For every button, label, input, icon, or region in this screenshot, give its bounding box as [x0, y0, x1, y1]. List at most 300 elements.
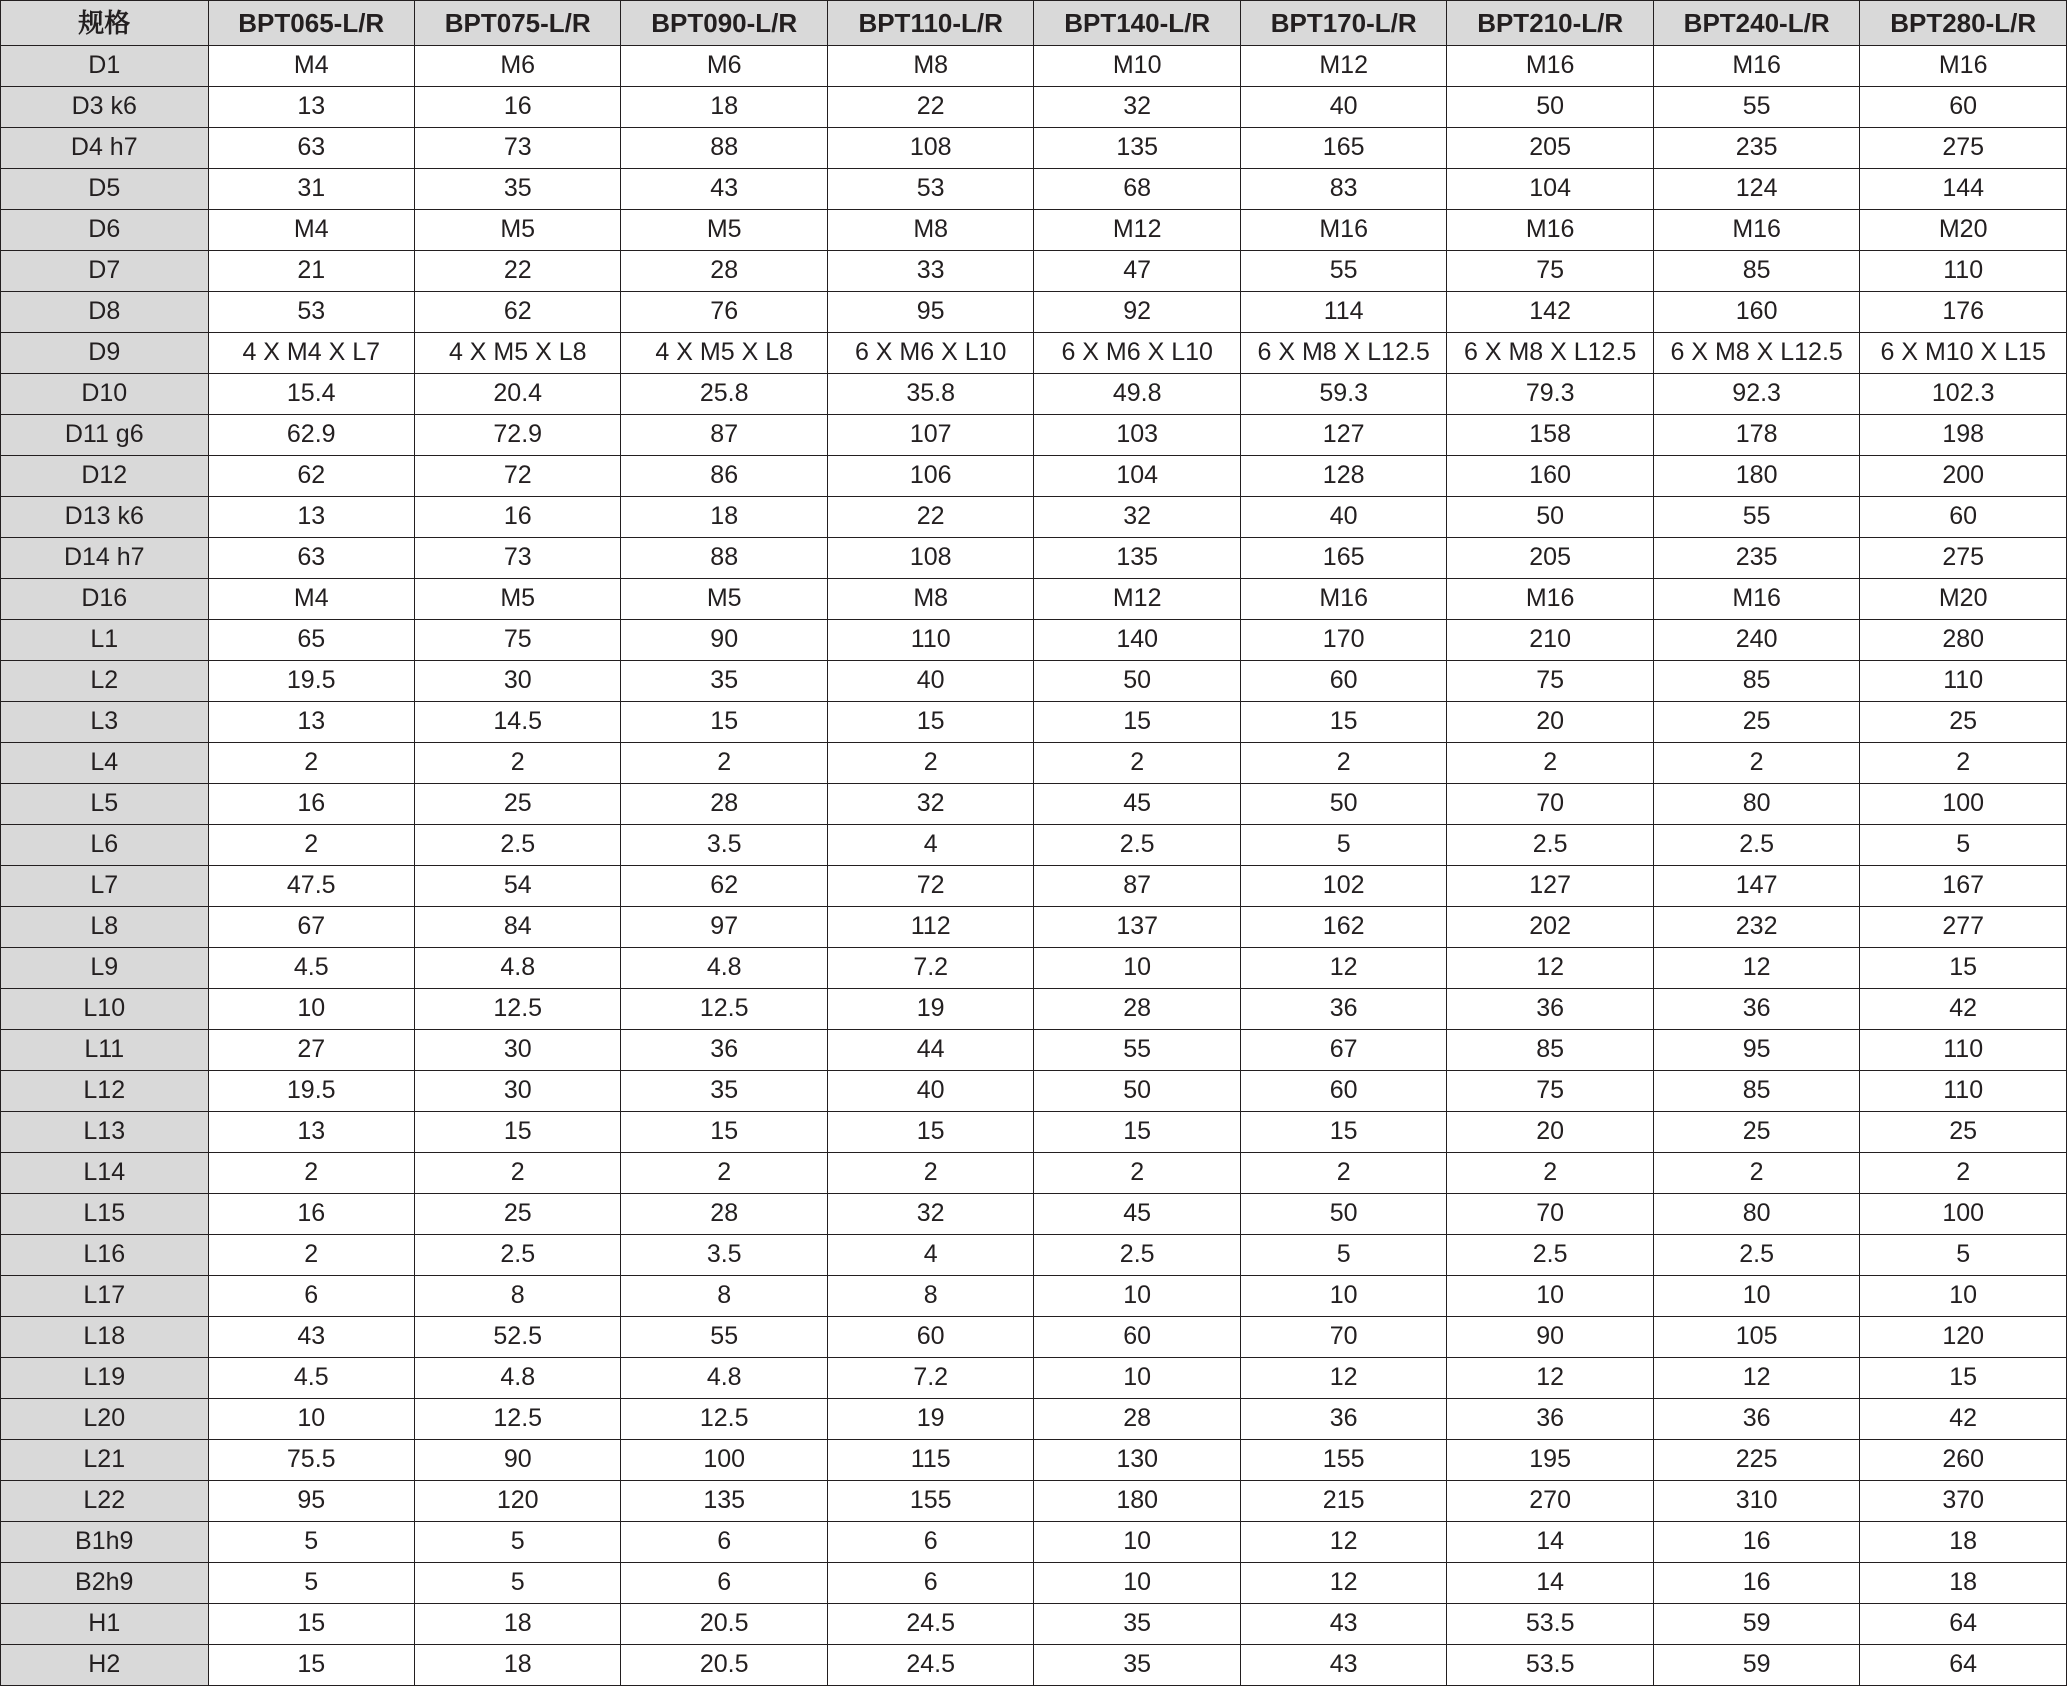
table-cell: 15 [621, 702, 827, 743]
table-cell: 158 [1447, 415, 1653, 456]
row-label: L13 [1, 1112, 209, 1153]
table-cell: 35 [621, 661, 827, 702]
table-cell: 102 [1240, 866, 1446, 907]
table-cell: 25 [414, 1194, 620, 1235]
table-cell: 12 [1240, 1522, 1446, 1563]
table-cell: 144 [1860, 169, 2067, 210]
table-cell: 75 [1447, 661, 1653, 702]
table-cell: 15.4 [208, 374, 414, 415]
table-row [1, 948, 2067, 989]
row-label: D13 k6 [1, 497, 209, 538]
table-cell: 35 [621, 1071, 827, 1112]
table-cell: 102.3 [1860, 374, 2067, 415]
table-cell: 72 [827, 866, 1033, 907]
table-cell: 28 [621, 251, 827, 292]
table-cell: 4.8 [621, 948, 827, 989]
table-cell: 2.5 [414, 1235, 620, 1276]
table-cell: 15 [1240, 702, 1446, 743]
row-label: L22 [1, 1481, 209, 1522]
table-cell: 59 [1653, 1645, 1859, 1686]
table-cell: 28 [621, 1194, 827, 1235]
table-cell: M5 [621, 210, 827, 251]
table-cell: 97 [621, 907, 827, 948]
table-row [1, 497, 2067, 538]
column-header-model: BPT210-L/R [1447, 1, 1653, 46]
table-cell: 19.5 [208, 1071, 414, 1112]
table-cell: 107 [827, 415, 1033, 456]
table-cell: 310 [1653, 1481, 1859, 1522]
table-cell: M8 [827, 579, 1033, 620]
table-cell: 55 [1653, 497, 1859, 538]
table-cell: 15 [208, 1604, 414, 1645]
table-cell: 12 [1240, 1358, 1446, 1399]
table-cell: 55 [1034, 1030, 1240, 1071]
table-cell: 60 [827, 1317, 1033, 1358]
table-cell: 90 [621, 620, 827, 661]
table-cell: 30 [414, 661, 620, 702]
table-cell: 2.5 [1034, 825, 1240, 866]
table-cell: 25 [1653, 702, 1859, 743]
table-cell: 5 [1860, 1235, 2067, 1276]
table-cell: 16 [208, 784, 414, 825]
row-label: L18 [1, 1317, 209, 1358]
table-cell: 7.2 [827, 1358, 1033, 1399]
table-cell: M5 [621, 579, 827, 620]
table-cell: 50 [1240, 1194, 1446, 1235]
row-label: L12 [1, 1071, 209, 1112]
table-row [1, 702, 2067, 743]
table-cell: 5 [414, 1522, 620, 1563]
table-cell: 87 [1034, 866, 1240, 907]
table-cell: 124 [1653, 169, 1859, 210]
table-cell: 68 [1034, 169, 1240, 210]
table-cell: 12 [1653, 1358, 1859, 1399]
table-cell: 120 [414, 1481, 620, 1522]
table-cell: 2 [414, 743, 620, 784]
table-cell: 60 [1240, 1071, 1446, 1112]
table-cell: M12 [1240, 46, 1446, 87]
table-cell: 13 [208, 87, 414, 128]
table-cell: 6 X M8 X L12.5 [1653, 333, 1859, 374]
table-cell: 10 [1653, 1276, 1859, 1317]
table-cell: 7.2 [827, 948, 1033, 989]
table-cell: 25.8 [621, 374, 827, 415]
table-row [1, 1235, 2067, 1276]
table-cell: 50 [1034, 1071, 1240, 1112]
table-cell: 53 [827, 169, 1033, 210]
row-label: D16 [1, 579, 209, 620]
table-cell: 155 [827, 1481, 1033, 1522]
table-row [1, 661, 2067, 702]
table-cell: 110 [1860, 251, 2067, 292]
table-cell: 2 [827, 743, 1033, 784]
table-cell: 75 [1447, 251, 1653, 292]
table-cell: 76 [621, 292, 827, 333]
table-cell: 12.5 [621, 1399, 827, 1440]
table-cell: 10 [208, 1399, 414, 1440]
table-cell: 95 [827, 292, 1033, 333]
table-cell: 15 [1240, 1112, 1446, 1153]
table-cell: 36 [1653, 989, 1859, 1030]
table-cell: 5 [1240, 1235, 1446, 1276]
table-cell: 85 [1653, 251, 1859, 292]
row-label: L6 [1, 825, 209, 866]
table-row [1, 743, 2067, 784]
table-cell: 18 [414, 1604, 620, 1645]
table-header-row [1, 1, 2067, 46]
table-cell: 260 [1860, 1440, 2067, 1481]
table-cell: 12 [1447, 948, 1653, 989]
table-cell: M16 [1447, 46, 1653, 87]
table-header [1, 1, 2067, 46]
table-cell: 2 [1034, 1153, 1240, 1194]
table-cell: 2 [1240, 1153, 1446, 1194]
table-cell: 62 [208, 456, 414, 497]
table-cell: 43 [208, 1317, 414, 1358]
table-cell: 75.5 [208, 1440, 414, 1481]
table-cell: 32 [827, 784, 1033, 825]
table-cell: 128 [1240, 456, 1446, 497]
table-cell: 18 [414, 1645, 620, 1686]
table-row [1, 87, 2067, 128]
table-cell: 2.5 [1447, 1235, 1653, 1276]
table-cell: 62 [621, 866, 827, 907]
row-label: D12 [1, 456, 209, 497]
table-cell: M6 [621, 46, 827, 87]
table-cell: 3.5 [621, 825, 827, 866]
table-row [1, 1563, 2067, 1604]
table-cell: 2.5 [1034, 1235, 1240, 1276]
table-row [1, 46, 2067, 87]
table-cell: 70 [1447, 1194, 1653, 1235]
table-cell: 10 [1447, 1276, 1653, 1317]
table-cell: 6 X M8 X L12.5 [1240, 333, 1446, 374]
table-cell: 33 [827, 251, 1033, 292]
table-cell: M16 [1240, 210, 1446, 251]
table-row [1, 1440, 2067, 1481]
table-cell: 32 [1034, 87, 1240, 128]
table-cell: 2 [1034, 743, 1240, 784]
table-cell: M16 [1653, 579, 1859, 620]
table-cell: 18 [621, 497, 827, 538]
table-cell: 2 [621, 743, 827, 784]
table-cell: 137 [1034, 907, 1240, 948]
table-cell: 53.5 [1447, 1604, 1653, 1645]
row-label: D10 [1, 374, 209, 415]
table-cell: 205 [1447, 538, 1653, 579]
column-header-model: BPT240-L/R [1653, 1, 1859, 46]
table-cell: 110 [1860, 661, 2067, 702]
table-cell: 100 [1860, 1194, 2067, 1235]
table-cell: 35 [1034, 1604, 1240, 1645]
table-cell: 19.5 [208, 661, 414, 702]
table-cell: 202 [1447, 907, 1653, 948]
table-cell: M8 [827, 210, 1033, 251]
table-cell: 215 [1240, 1481, 1446, 1522]
table-cell: 4 [827, 1235, 1033, 1276]
table-cell: 6 [208, 1276, 414, 1317]
table-cell: 85 [1447, 1030, 1653, 1071]
table-cell: 235 [1653, 128, 1859, 169]
column-header-model: BPT280-L/R [1860, 1, 2067, 46]
table-cell: 63 [208, 128, 414, 169]
table-cell: 43 [1240, 1645, 1446, 1686]
table-row [1, 1153, 2067, 1194]
table-cell: 72.9 [414, 415, 620, 456]
table-cell: 15 [1034, 1112, 1240, 1153]
table-cell: 60 [1860, 497, 2067, 538]
table-cell: 92 [1034, 292, 1240, 333]
table-cell: 15 [1860, 1358, 2067, 1399]
table-cell: 108 [827, 538, 1033, 579]
table-cell: 6 X M6 X L10 [827, 333, 1033, 374]
table-cell: 20.4 [414, 374, 620, 415]
table-cell: 225 [1653, 1440, 1859, 1481]
table-cell: 8 [827, 1276, 1033, 1317]
table-row [1, 538, 2067, 579]
table-cell: 6 [621, 1522, 827, 1563]
table-cell: 72 [414, 456, 620, 497]
table-cell: 95 [1653, 1030, 1859, 1071]
table-cell: 43 [1240, 1604, 1446, 1645]
row-label: H1 [1, 1604, 209, 1645]
row-label: D3 k6 [1, 87, 209, 128]
table-cell: 235 [1653, 538, 1859, 579]
table-cell: 32 [827, 1194, 1033, 1235]
table-body [1, 46, 2067, 1686]
table-cell: 55 [1653, 87, 1859, 128]
table-row [1, 1399, 2067, 1440]
table-row [1, 333, 2067, 374]
table-cell: 50 [1034, 661, 1240, 702]
table-cell: 160 [1447, 456, 1653, 497]
table-cell: 127 [1447, 866, 1653, 907]
table-row [1, 907, 2067, 948]
table-cell: 13 [208, 1112, 414, 1153]
table-cell: 14.5 [414, 702, 620, 743]
column-header-model: BPT090-L/R [621, 1, 827, 46]
table-cell: 165 [1240, 538, 1446, 579]
table-cell: 2 [1447, 1153, 1653, 1194]
table-cell: 36 [1240, 1399, 1446, 1440]
table-cell: 100 [621, 1440, 827, 1481]
column-header-model: BPT140-L/R [1034, 1, 1240, 46]
table-cell: 15 [1860, 948, 2067, 989]
table-cell: M16 [1653, 210, 1859, 251]
table-cell: 15 [1034, 702, 1240, 743]
row-label: L2 [1, 661, 209, 702]
table-cell: 10 [1034, 948, 1240, 989]
table-cell: 112 [827, 907, 1033, 948]
row-label: L19 [1, 1358, 209, 1399]
table-cell: 88 [621, 128, 827, 169]
table-cell: 60 [1860, 87, 2067, 128]
table-cell: M16 [1653, 46, 1859, 87]
table-cell: 20.5 [621, 1645, 827, 1686]
row-label: D8 [1, 292, 209, 333]
table-cell: 2.5 [1447, 825, 1653, 866]
table-cell: 147 [1653, 866, 1859, 907]
table-cell: 15 [414, 1112, 620, 1153]
table-row [1, 784, 2067, 825]
table-cell: 36 [1447, 989, 1653, 1030]
table-cell: 2 [1653, 743, 1859, 784]
table-cell: M4 [208, 46, 414, 87]
table-cell: 73 [414, 538, 620, 579]
table-cell: 95 [208, 1481, 414, 1522]
table-cell: 27 [208, 1030, 414, 1071]
table-cell: 35.8 [827, 374, 1033, 415]
table-cell: 8 [414, 1276, 620, 1317]
table-cell: 140 [1034, 620, 1240, 661]
table-cell: 32 [1034, 497, 1240, 538]
table-cell: 19 [827, 1399, 1033, 1440]
table-cell: 60 [1034, 1317, 1240, 1358]
table-cell: 55 [621, 1317, 827, 1358]
table-cell: 67 [1240, 1030, 1446, 1071]
table-cell: 195 [1447, 1440, 1653, 1481]
table-cell: 10 [1034, 1276, 1240, 1317]
table-cell: 53 [208, 292, 414, 333]
table-cell: 79.3 [1447, 374, 1653, 415]
table-cell: 31 [208, 169, 414, 210]
table-cell: 5 [414, 1563, 620, 1604]
row-label: B1h9 [1, 1522, 209, 1563]
row-label: D9 [1, 333, 209, 374]
table-cell: 106 [827, 456, 1033, 497]
row-label: D6 [1, 210, 209, 251]
table-cell: 5 [208, 1522, 414, 1563]
table-cell: 6 X M8 X L12.5 [1447, 333, 1653, 374]
table-cell: 50 [1240, 784, 1446, 825]
table-cell: 2 [1860, 743, 2067, 784]
table-cell: 160 [1653, 292, 1859, 333]
table-cell: 18 [1860, 1563, 2067, 1604]
table-cell: 36 [1240, 989, 1446, 1030]
table-cell: 60 [1240, 661, 1446, 702]
table-cell: M5 [414, 579, 620, 620]
table-cell: 62 [414, 292, 620, 333]
table-cell: 64 [1860, 1645, 2067, 1686]
table-cell: 25 [1860, 702, 2067, 743]
table-cell: 25 [1653, 1112, 1859, 1153]
table-cell: 28 [1034, 1399, 1240, 1440]
column-header-model: BPT075-L/R [414, 1, 620, 46]
table-cell: 4 [827, 825, 1033, 866]
table-cell: 127 [1240, 415, 1446, 456]
table-cell: 35 [414, 169, 620, 210]
table-cell: 40 [827, 1071, 1033, 1112]
table-cell: 75 [1447, 1071, 1653, 1112]
table-cell: M16 [1447, 210, 1653, 251]
table-cell: 4.8 [414, 948, 620, 989]
table-cell: 135 [1034, 538, 1240, 579]
table-row [1, 210, 2067, 251]
table-cell: 12.5 [414, 1399, 620, 1440]
row-label: D11 g6 [1, 415, 209, 456]
table-cell: 25 [414, 784, 620, 825]
row-label: D1 [1, 46, 209, 87]
table-cell: M4 [208, 210, 414, 251]
table-cell: 167 [1860, 866, 2067, 907]
table-row [1, 292, 2067, 333]
table-cell: 47.5 [208, 866, 414, 907]
table-cell: 4.5 [208, 948, 414, 989]
table-cell: 24.5 [827, 1604, 1033, 1645]
table-cell: 8 [621, 1276, 827, 1317]
table-cell: 12 [1653, 948, 1859, 989]
table-row [1, 620, 2067, 661]
table-cell: 16 [1653, 1522, 1859, 1563]
table-cell: 178 [1653, 415, 1859, 456]
table-cell: 120 [1860, 1317, 2067, 1358]
table-cell: M16 [1447, 579, 1653, 620]
table-cell: 90 [1447, 1317, 1653, 1358]
table-cell: 170 [1240, 620, 1446, 661]
table-cell: 205 [1447, 128, 1653, 169]
table-cell: 110 [1860, 1030, 2067, 1071]
table-cell: 62.9 [208, 415, 414, 456]
row-label: L10 [1, 989, 209, 1030]
row-label: L4 [1, 743, 209, 784]
table-cell: 10 [1240, 1276, 1446, 1317]
table-cell: 85 [1653, 1071, 1859, 1112]
table-cell: 55 [1240, 251, 1446, 292]
table-cell: 142 [1447, 292, 1653, 333]
table-cell: 200 [1860, 456, 2067, 497]
table-cell: 103 [1034, 415, 1240, 456]
table-cell: 16 [414, 497, 620, 538]
table-cell: 13 [208, 702, 414, 743]
table-cell: 2 [1653, 1153, 1859, 1194]
table-cell: M10 [1034, 46, 1240, 87]
column-header-model: BPT110-L/R [827, 1, 1033, 46]
table-cell: 275 [1860, 538, 2067, 579]
table-cell: 20 [1447, 702, 1653, 743]
row-label: L1 [1, 620, 209, 661]
table-cell: M8 [827, 46, 1033, 87]
table-cell: 30 [414, 1030, 620, 1071]
row-label: B2h9 [1, 1563, 209, 1604]
table-cell: 15 [208, 1645, 414, 1686]
table-cell: M5 [414, 210, 620, 251]
table-cell: 130 [1034, 1440, 1240, 1481]
row-label: L5 [1, 784, 209, 825]
table-row [1, 1317, 2067, 1358]
table-cell: 2 [208, 1235, 414, 1276]
table-cell: 104 [1034, 456, 1240, 497]
table-cell: 275 [1860, 128, 2067, 169]
row-label: L21 [1, 1440, 209, 1481]
table-cell: 110 [827, 620, 1033, 661]
table-cell: 80 [1653, 784, 1859, 825]
table-cell: M6 [414, 46, 620, 87]
table-cell: 22 [414, 251, 620, 292]
table-cell: M12 [1034, 210, 1240, 251]
table-cell: 2.5 [414, 825, 620, 866]
table-cell: 210 [1447, 620, 1653, 661]
table-cell: M20 [1860, 210, 2067, 251]
table-cell: 59.3 [1240, 374, 1446, 415]
table-cell: 370 [1860, 1481, 2067, 1522]
table-cell: 54 [414, 866, 620, 907]
table-cell: 65 [208, 620, 414, 661]
table-cell: M4 [208, 579, 414, 620]
table-cell: 100 [1860, 784, 2067, 825]
table-row [1, 374, 2067, 415]
row-label: L14 [1, 1153, 209, 1194]
table-cell: 45 [1034, 784, 1240, 825]
